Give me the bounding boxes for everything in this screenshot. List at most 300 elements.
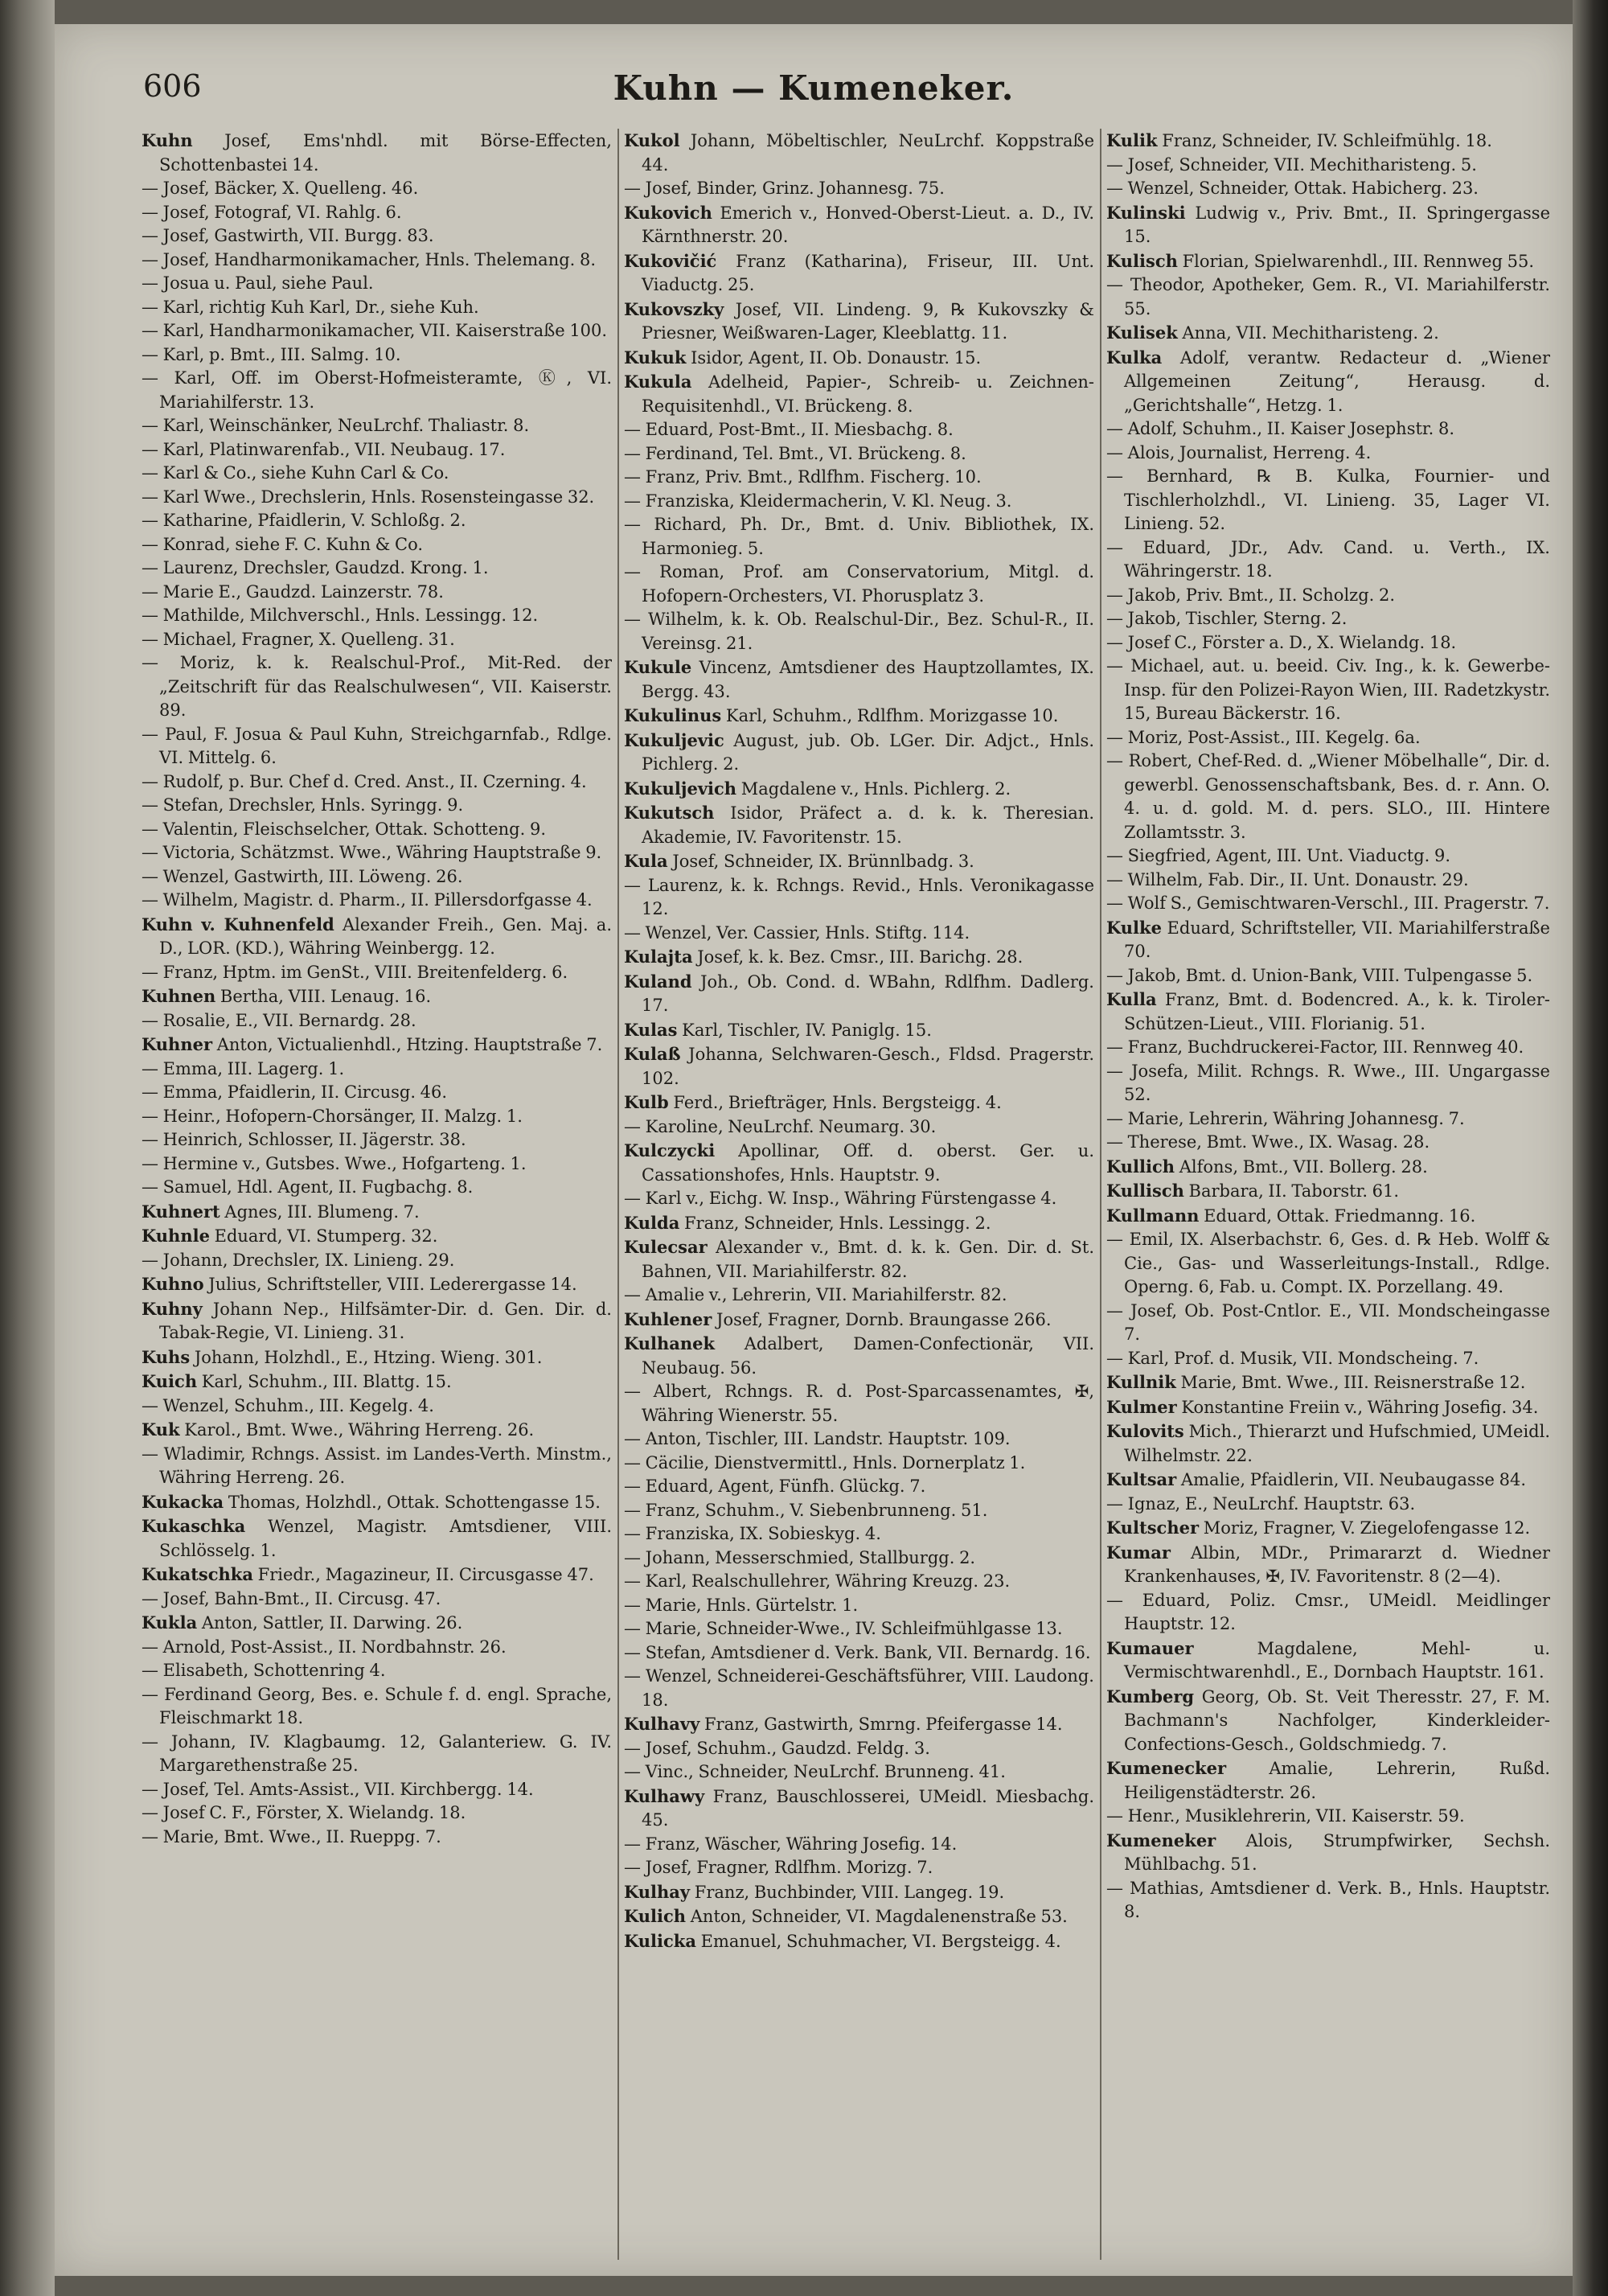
directory-entry: [624, 1042, 1094, 1090]
entry-text: Joh., Ob. Cond. d. WBahn, Rdlfhm. Dadlerg. 17.: [642, 971, 1094, 1015]
entry-text: — Michael, aut. u. beeid. Civ. Ing., k. k. Gewerbe-Insp. für den Polizei-Rayon Wien, III. Radetzkystr. 15, Bureau Bäckerstr. 16.: [1106, 656, 1550, 723]
directory-entry: [624, 1018, 1094, 1043]
directory-entry: [142, 1009, 612, 1033]
entry-text: Magdalene, Mehl- u. Vermischtwarenhdl., E., Dornbach Hauptstr. 161.: [1124, 1638, 1550, 1682]
directory-entry: [624, 1737, 1094, 1761]
directory-entry: [624, 777, 1094, 802]
directory-entry: [1106, 1155, 1550, 1180]
entry-surname: Kulhay: [624, 1881, 691, 1902]
directory-entry: [142, 1345, 612, 1370]
directory-entry: [142, 1128, 612, 1152]
directory-entry: [624, 1475, 1094, 1499]
entry-surname: Kukol: [624, 130, 680, 150]
entry-text: — Karl & Co., siehe Kuhn Carl & Co.: [142, 463, 449, 483]
entry-text: Isidor, Präfect a. d. k. k. Theresian. Akademie, IV. Favoritenstr. 15.: [642, 803, 1094, 847]
directory-entry: [624, 177, 1094, 201]
directory-entry: [1106, 1756, 1550, 1805]
entry-text: — Josef, Handharmonikamacher, Hnls. Thelemang. 8.: [142, 249, 597, 269]
entry-text: Alfons, Bmt., VII. Bollerg. 28.: [1175, 1156, 1428, 1177]
directory-entry: [624, 1308, 1094, 1333]
entry-surname: Kuhn: [142, 130, 193, 150]
directory-entry: [142, 201, 612, 225]
entry-text: — Johann, Messerschmied, Stallburgg. 2.: [624, 1547, 976, 1567]
directory-entry: [142, 367, 612, 414]
directory-entry: [1106, 273, 1550, 321]
directory-entry: [142, 1563, 612, 1587]
entry-text: — Karl, Off. im Oberst-Hofmeisteramte, Ⓚ, VI. Mariahilferstr. 13.: [142, 368, 612, 412]
entry-text: — Franz, Buchdruckerei-Factor, III. Rennweg 40.: [1106, 1037, 1524, 1057]
entry-text: — Franz, Priv. Bmt., Rdlfhm. Fischerg. 10.: [624, 467, 982, 487]
entry-surname: Kulinski: [1106, 202, 1186, 223]
entry-surname: Kukaschka: [142, 1516, 246, 1536]
directory-entry: [142, 1058, 612, 1082]
directory-entry: [1106, 1877, 1550, 1924]
entry-text: — Stefan, Drechsler, Hnls. Syringg. 9.: [142, 795, 464, 815]
entry-text: — Karl Wwe., Drechslerin, Hnls. Rosensteingasse 32.: [142, 487, 595, 507]
directory-entry: [142, 343, 612, 368]
entry-surname: Kuland: [624, 971, 692, 992]
entry-surname: Kulik: [1106, 130, 1158, 150]
directory-entry: [142, 1587, 612, 1612]
directory-entry: [142, 1611, 612, 1636]
entry-text: — Siegfried, Agent, III. Unt. Viaductg. 9.: [1106, 846, 1451, 865]
entry-text: Bertha, VIII. Lenaug. 16.: [215, 987, 432, 1006]
entry-surname: Kumberg: [1106, 1686, 1195, 1707]
entry-text: Emanuel, Schuhmacher, VI. Bergsteigg. 4.: [695, 1931, 1061, 1951]
entry-text: Florian, Spielwarenhdl., III. Rennweg 55.: [1177, 251, 1534, 271]
directory-entry: [624, 1427, 1094, 1452]
directory-entry: [624, 1760, 1094, 1785]
page-header: [55, 68, 1573, 125]
entry-text: — Wilhelm, Fab. Dir., II. Unt. Donaustr. 29.: [1106, 869, 1469, 889]
entry-surname: Kukulinus: [624, 705, 722, 725]
entry-surname: Kukuk: [624, 347, 687, 368]
directory-entry: [624, 1380, 1094, 1427]
directory-entry: [1106, 1300, 1550, 1347]
entry-text: — Mathias, Amtsdiener d. Verk. B., Hnls. Hauptstr. 8.: [1106, 1878, 1550, 1921]
directory-entry: [624, 370, 1094, 418]
directory-entry: [1106, 750, 1550, 844]
directory-entry: [142, 462, 612, 486]
directory-entry: [1106, 1347, 1550, 1371]
directory-entry: [624, 1594, 1094, 1618]
entry-text: — Emil, IX. Alserbachstr. 6, Ges. d. ℞ Heb. Wolff & Cie., Gas- und Wasserleitungs-Install., Rdlge. Operng. 6, Fab. u. Compt. IX. Porzellang. 49.: [1106, 1230, 1550, 1296]
directory-entry: [624, 704, 1094, 729]
entry-text: — Marie, Schneider-Wwe., IV. Schleifmühlgasse 13.: [624, 1619, 1063, 1638]
entry-text: — Wenzel, Gastwirth, III. Löweng. 26.: [142, 866, 463, 886]
entry-surname: Kulczycki: [624, 1140, 716, 1160]
directory-entry: [624, 466, 1094, 490]
entry-text: — Heinr., Hofopern-Chorsänger, II. Malzg. 1.: [142, 1106, 523, 1126]
entry-text: — Heinrich, Schlosser, II. Jägerstr. 38.: [142, 1130, 466, 1149]
entry-surname: Kuhlener: [624, 1308, 712, 1329]
directory-entry: [624, 129, 1094, 177]
directory-entry: [142, 1249, 612, 1273]
entry-text: — Marie E., Gaudzd. Lainzerstr. 78.: [142, 581, 444, 602]
directory-entry: [1106, 631, 1550, 655]
directory-entry: [624, 608, 1094, 655]
directory-entry: [624, 1833, 1094, 1857]
entry-text: Agnes, III. Blumeng. 7.: [219, 1201, 420, 1222]
entry-text: Johann, Möbeltischler, NeuLrchf. Koppstraße 44.: [642, 131, 1094, 175]
directory-entry: [142, 723, 612, 770]
entry-text: — Karl, Platinwarenfab., VII. Neubaug. 17.: [142, 439, 506, 459]
directory-entry: [624, 201, 1094, 249]
directory-entry: [624, 1641, 1094, 1666]
entry-text: — Franz, Schuhm., V. Siebenbrunneng. 51.: [624, 1500, 988, 1520]
directory-entry: [624, 490, 1094, 514]
directory-entry: [142, 889, 612, 913]
directory-entry: [142, 865, 612, 889]
entry-text: — Franziska, IX. Sobieskyg. 4.: [624, 1524, 881, 1543]
entry-surname: Kuhnert: [142, 1201, 220, 1222]
directory-entry: [142, 486, 612, 510]
entry-surname: Kullmann: [1106, 1205, 1200, 1226]
directory-entry: [1106, 154, 1550, 178]
entry-text: Georg, Ob. St. Veit Theresstr. 27, F. M. Bachmann's Nachfolger, Kinderkleider-Confections-Gesch., Goldschmiedg. 7.: [1124, 1686, 1550, 1754]
entry-text: Josef, Schneider, IX. Brünnlbadg. 3.: [667, 852, 974, 871]
directory-entry: [1106, 1805, 1550, 1829]
directory-entry: [1106, 1829, 1550, 1877]
entry-text: Karl, Schuhm., Rdlfhm. Morizgasse 10.: [721, 706, 1059, 725]
directory-entry: [624, 513, 1094, 561]
entry-text: — Therese, Bmt. Wwe., IX. Wasag. 28.: [1106, 1132, 1430, 1152]
entry-text: — Wilhelm, k. k. Ob. Realschul-Dir., Bez. Schul-R., II. Vereinsg. 21.: [624, 610, 1094, 653]
entry-text: — Eduard, Poliz. Cmsr., UMeidl. Meidlinger Hauptstr. 12.: [1106, 1590, 1550, 1633]
entry-text: — Richard, Ph. Dr., Bmt. d. Univ. Bibliothek, IX. Harmonieg. 5.: [624, 515, 1094, 558]
directory-entry: [1106, 916, 1550, 964]
directory-entry: [1106, 1637, 1550, 1685]
entry-text: — Jakob, Bmt. d. Union-Bank, VIII. Tulpengasse 5.: [1106, 965, 1533, 985]
directory-entry: [1106, 1395, 1550, 1420]
directory-entry: [142, 1394, 612, 1419]
entry-surname: Kukatschka: [142, 1564, 253, 1584]
directory-entry: [624, 1522, 1094, 1546]
entry-text: Vincenz, Amtsdiener des Hauptzollamtes, IX. Bergg. 43.: [642, 658, 1094, 701]
entry-text: — Karl, p. Bmt., III. Salmg. 10.: [142, 344, 401, 364]
entry-text: Alexander Freih., Gen. Maj. a. D., LOR. (KD.), Währing Weinbergg. 12.: [159, 914, 612, 958]
directory-entry: [142, 272, 612, 296]
directory-entry: [1106, 249, 1550, 274]
entry-surname: Kukutsch: [624, 803, 715, 823]
entry-text: — Laurenz, Drechsler, Gaudzd. Krong. 1.: [142, 558, 489, 577]
directory-entry: [142, 319, 612, 343]
entry-text: — Wenzel, Schuhm., III. Kegelg. 4.: [142, 1395, 434, 1415]
directory-entry: [624, 1617, 1094, 1641]
directory-entry: [142, 841, 612, 865]
entry-surname: Kuk: [142, 1419, 180, 1440]
directory-entry: [142, 1272, 612, 1297]
column-divider: [617, 129, 619, 2260]
directory-entry: [142, 1297, 612, 1345]
directory-entry: [1106, 1541, 1550, 1589]
entry-text: — Marie, Lehrerin, Währing Johannesg. 7.: [1106, 1108, 1465, 1128]
directory-entry: [1106, 844, 1550, 869]
entry-text: Amalie, Lehrerin, Rußd. Heiligenstädterstr. 26.: [1124, 1759, 1550, 1802]
entry-text: — Samuel, Hdl. Agent, II. Fugbachg. 8.: [142, 1177, 474, 1197]
directory-entry: [624, 249, 1094, 298]
entry-text: Adolf, verantw. Redacteur d. „Wiener Allgemeinen Zeitung“, Herausg. d. „Gerichtshalle“, Hetzg. 1.: [1124, 347, 1550, 415]
entry-text: — Moriz, Post-Assist., III. Kegelg. 6a.: [1106, 727, 1421, 747]
directory-entry: [624, 874, 1094, 922]
entry-text: — Cäcilie, Dienstvermittl., Hnls. Dornerplatz 1.: [624, 1452, 1026, 1472]
directory-entry: [142, 248, 612, 273]
directory-entry: [142, 1659, 612, 1683]
directory-entry: [624, 1929, 1094, 1954]
entry-text: Konstantine Freiin v., Währing Josefig. 34.: [1176, 1397, 1539, 1417]
directory-entry: [624, 442, 1094, 466]
entry-text: — Franz, Wäscher, Währing Josefig. 14.: [624, 1834, 958, 1854]
directory-entry: [624, 655, 1094, 704]
column-2: [624, 129, 1094, 2260]
entry-text: Moriz, Fragner, V. Ziegelofengasse 12.: [1199, 1518, 1531, 1538]
directory-entry: [142, 984, 612, 1009]
directory-entry: [142, 533, 612, 557]
directory-entry: [1106, 655, 1550, 726]
entry-text: — Eduard, Post-Bmt., II. Miesbachg. 8.: [624, 420, 954, 439]
entry-text: — Rudolf, p. Bur. Chef d. Cred. Anst., II. Czerning. 4.: [142, 771, 587, 791]
directory-entry: [142, 818, 612, 842]
entry-text: Anton, Schneider, VI. Magdalenenstraße 53.: [686, 1907, 1068, 1926]
entry-text: — Karl v., Eichg. W. Insp., Währing Fürstengasse 4.: [624, 1189, 1057, 1208]
directory-entry: [142, 604, 612, 628]
entry-surname: Kullisch: [1106, 1181, 1184, 1201]
directory-entry: [142, 438, 612, 462]
directory-entry: [142, 1514, 612, 1563]
directory-entry: [1106, 726, 1550, 750]
entry-text: — Robert, Chef-Red. d. „Wiener Möbelhalle“, Dir. d. gewerbl. Genossenschaftsbank, Bes. d. r. Ann. O. 4. u. d. gold. M. d. pers. SLO., III. Hintere Zollamtsstr. 3.: [1106, 751, 1550, 842]
column-3: [1106, 129, 1550, 2260]
entry-surname: Kumar: [1106, 1542, 1171, 1563]
directory-entry: [142, 1176, 612, 1200]
entry-surname: Kulmer: [1106, 1396, 1177, 1417]
entry-text: — Arnold, Post-Assist., II. Nordbahnstr. 26.: [142, 1637, 507, 1657]
directory-entry: [624, 1090, 1094, 1115]
entry-text: — Ferdinand, Tel. Bmt., VI. Brückeng. 8.: [624, 443, 966, 463]
entry-text: — Josef, Schuhm., Gaudzd. Feldg. 3.: [624, 1738, 930, 1758]
entry-text: Isidor, Agent, II. Ob. Donaustr. 15.: [686, 347, 982, 368]
entry-text: — Vinc., Schneider, NeuLrchf. Brunneng. 41.: [624, 1762, 1006, 1781]
column-divider: [1100, 129, 1101, 2260]
directory-page: [55, 24, 1573, 2276]
entry-text: — Moriz, k. k. Realschul-Prof., Mit-Red. der „Zeitschrift für das Realschulwesen“, VII. Kaiserstr. 89.: [142, 653, 612, 720]
entry-text: — Josua u. Paul, siehe Paul.: [142, 273, 374, 293]
directory-entry: [624, 1856, 1094, 1880]
entry-surname: Kuhny: [142, 1298, 203, 1319]
directory-entry: [624, 1904, 1094, 1929]
book-gutter: [1573, 0, 1608, 2296]
directory-entry: [142, 1370, 612, 1394]
entry-text: — Josef, Binder, Grinz. Johannesg. 75.: [624, 179, 945, 198]
entry-surname: Kulke: [1106, 917, 1162, 938]
entry-text: Barbara, II. Taborstr. 61.: [1183, 1181, 1400, 1201]
entry-text: — Ferdinand Georg, Bes. e. Schule f. d. engl. Sprache, Fleischmarkt 18.: [142, 1684, 612, 1727]
directory-entry: [1106, 177, 1550, 201]
directory-entry: [624, 1332, 1094, 1380]
directory-entry: [624, 1284, 1094, 1308]
entry-text: Johann, Holzhdl., E., Htzing. Wieng. 301.: [190, 1347, 543, 1367]
directory-entry: [624, 801, 1094, 849]
directory-entry: [1106, 465, 1550, 536]
entry-text: — Marie, Bmt. Wwe., II. Rueppg. 7.: [142, 1826, 441, 1846]
directory-entry: [624, 1785, 1094, 1833]
directory-entry: [1106, 964, 1550, 988]
entry-text: — Wenzel, Schneider, Ottak. Habicherg. 23.: [1106, 179, 1479, 198]
directory-entry: [1106, 1493, 1550, 1517]
entry-text: — Johann, Drechsler, IX. Linieng. 29.: [142, 1250, 455, 1270]
entry-text: Ludwig v., Priv. Bmt., II. Springergasse 15.: [1124, 203, 1550, 246]
entry-text: — Karoline, NeuLrchf. Neumarg. 30.: [624, 1116, 937, 1136]
directory-entry: [1106, 1228, 1550, 1300]
directory-entry: [1106, 1685, 1550, 1757]
directory-entry: [1106, 607, 1550, 631]
entry-text: Alexander v., Bmt. d. k. k. Gen. Dir. d. St. Bahnen, VII. Mariahilferstr. 82.: [642, 1238, 1094, 1281]
entry-surname: Kukuljevich: [624, 778, 737, 799]
entry-surname: Kula: [624, 851, 668, 871]
directory-entry: [1106, 321, 1550, 346]
entry-text: Franz, Buchbinder, VIII. Langeg. 19.: [690, 1882, 1005, 1902]
directory-entry: [624, 1452, 1094, 1476]
entry-text: Amalie, Pfaidlerin, VII. Neubaugasse 84.: [1176, 1470, 1527, 1489]
directory-entry: [1106, 1419, 1550, 1468]
entry-text: — Hermine v., Gutsbes. Wwe., Hofgarteng. 1.: [142, 1153, 527, 1173]
entry-surname: Kukula: [624, 372, 692, 392]
entry-text: — Eduard, Agent, Fünfh. Glückg. 7.: [624, 1477, 926, 1496]
entry-text: — Laurenz, k. k. Rchngs. Revid., Hnls. Veronikagasse 12.: [624, 875, 1094, 918]
entry-text: — Wenzel, Ver. Cassier, Hnls. Stiftg. 114.: [624, 922, 970, 943]
directory-entry: [624, 298, 1094, 346]
entry-text: Franz, Schneider, IV. Schleifmühlg. 18.: [1157, 131, 1492, 150]
entry-text: — Stefan, Amtsdiener d. Verk. Bank, VII. Bernardg. 16.: [624, 1642, 1091, 1662]
directory-entry: [1106, 869, 1550, 893]
entry-text: Johann Nep., Hilfsämter-Dir. d. Gen. Dir. d. Tabak-Regie, VI. Linieng. 31.: [159, 1299, 612, 1342]
directory-entry: [142, 1801, 612, 1826]
entry-text: Franz, Bauschlosserei, UMeidl. Miesbachg. 45.: [642, 1786, 1094, 1830]
entry-text: — Victoria, Schätzmst. Wwe., Währing Hauptstraße 9.: [142, 843, 602, 862]
entry-surname: Kuhnen: [142, 986, 216, 1006]
entry-text: — Konrad, siehe F. C. Kuhn & Co.: [142, 534, 424, 554]
page-stack-edge: [0, 0, 55, 2296]
directory-entry: [624, 1712, 1094, 1737]
directory-entry: [624, 1115, 1094, 1140]
entry-text: Magdalene v., Hnls. Pichlerg. 2.: [736, 778, 1011, 799]
entry-text: — Josef, Fragner, Rdlfhm. Morizg. 7.: [624, 1858, 933, 1877]
entry-text: Alois, Strumpfwirker, Sechsh. Mühlbachg. 51.: [1124, 1830, 1550, 1874]
entry-text: — Rosalie, E., VII. Bernardg. 28.: [142, 1010, 416, 1030]
entry-text: — Amalie v., Lehrerin, VII. Mariahilferstr. 82.: [624, 1285, 1007, 1304]
entry-surname: Kulich: [624, 1906, 687, 1926]
directory-entry: [624, 922, 1094, 946]
entry-text: — Elisabeth, Schottenring 4.: [142, 1661, 386, 1680]
entry-text: Thomas, Holzhdl., Ottak. Schottengasse 15.: [224, 1492, 601, 1512]
directory-entry: [142, 1443, 612, 1490]
running-head: Kuhn — Kumeneker.: [613, 68, 1015, 108]
entry-surname: Kukuljevic: [624, 729, 724, 750]
directory-entry: [1106, 1589, 1550, 1637]
entry-text: Julius, Schriftsteller, VIII. Lederergasse 14.: [203, 1275, 577, 1294]
directory-entry: [1106, 417, 1550, 442]
entry-text: Ferd., Briefträger, Hnls. Bergsteigg. 4.: [668, 1093, 1002, 1112]
directory-entry: [142, 1826, 612, 1850]
column-1: [142, 129, 612, 2260]
entry-text: Karl, Schuhm., III. Blattg. 15.: [197, 1372, 452, 1391]
entry-surname: Kuhno: [142, 1274, 204, 1294]
entry-text: — Roman, Prof. am Conservatorium, Mitgl. d. Hofopern-Orchesters, VI. Phorusplatz 3.: [624, 562, 1094, 606]
entry-text: — Wolf S., Gemischtwaren-Verschl., III. Pragerstr. 7.: [1106, 893, 1550, 913]
entry-text: Apollinar, Off. d. oberst. Ger. u. Cassationshofes, Hnls. Hauptstr. 9.: [642, 1141, 1094, 1185]
entry-surname: Kulla: [1106, 989, 1157, 1009]
entry-text: — Eduard, JDr., Adv. Cand. u. Verth., IX. Währingerstr. 18.: [1106, 537, 1550, 581]
directory-entry: [1106, 1131, 1550, 1155]
entry-text: — Wladimir, Rchngs. Assist. im Landes-Verth. Minstm., Währing Herreng. 26.: [142, 1444, 612, 1487]
entry-text: — Jakob, Tischler, Sterng. 2.: [1106, 609, 1348, 628]
directory-entry: [142, 557, 612, 581]
directory-entry: [142, 296, 612, 320]
entry-text: Karol., Bmt. Wwe., Währing Herreng. 26.: [179, 1420, 535, 1440]
entry-text: Eduard, Schriftsteller, VII. Mariahilferstraße 70.: [1124, 918, 1550, 961]
entry-text: — Karl, Prof. d. Musik, VII. Mondscheing. 7.: [1106, 1348, 1479, 1368]
entry-surname: Kulisch: [1106, 250, 1178, 271]
entry-text: — Josef C., Förster a. D., X. Wielandg. 18.: [1106, 632, 1457, 652]
directory-entry: [1106, 988, 1550, 1036]
directory-entry: [624, 729, 1094, 777]
entry-surname: Kulhanek: [624, 1333, 716, 1353]
directory-entry: [624, 970, 1094, 1018]
entry-text: Franz (Katharina), Friseur, III. Unt. Viaductg. 25.: [642, 251, 1094, 294]
directory-entry: [624, 1570, 1094, 1594]
directory-entry: [142, 129, 612, 177]
entry-text: — Josef, Bahn-Bmt., II. Circusg. 47.: [142, 1588, 441, 1608]
entry-text: Franz, Schneider, Hnls. Lessingg. 2.: [679, 1213, 991, 1233]
entry-text: — Wenzel, Schneiderei-Geschäftsführer, VIII. Laudong. 18.: [624, 1666, 1094, 1710]
entry-text: Eduard, VI. Stumperg. 32.: [209, 1226, 438, 1246]
entry-text: Franz, Bmt. d. Bodencred. A., k. k. Tiroler-Schützen-Lieut., VIII. Florianig. 51.: [1124, 990, 1550, 1033]
entry-text: Friedr., Magazineur, II. Circusgasse 47.: [252, 1565, 594, 1584]
entry-text: Anna, VII. Mechitharisteng. 2.: [1177, 323, 1439, 343]
entry-surname: Kulhavy: [624, 1714, 700, 1734]
entry-text: — Josefa, Milit. Rchngs. R. Wwe., III. Ungargasse 52.: [1106, 1061, 1550, 1104]
directory-entry: [142, 177, 612, 201]
entry-text: — Josef, Ob. Post-Cntlor. E., VII. Mondscheingasse 7.: [1106, 1300, 1550, 1344]
entry-surname: Kultscher: [1106, 1518, 1200, 1538]
directory-entry: [624, 1499, 1094, 1523]
directory-entry: [1106, 346, 1550, 418]
entry-surname: Kulecsar: [624, 1237, 708, 1257]
entry-text: Josef, Fragner, Dornb. Braungasse 266.: [712, 1309, 1052, 1329]
entry-text: — Bernhard, ℞ B. Kulka, Fournier- und Tischlerholzhdl., VI. Linieng. 35, Lager VI. Linieng. 52.: [1106, 466, 1550, 533]
entry-surname: Kukla: [142, 1612, 198, 1633]
directory-entry: [1106, 584, 1550, 608]
entry-text: Adalbert, Damen-Confectionär, VII. Neubaug. 56.: [642, 1334, 1094, 1378]
entry-surname: Kukovszky: [624, 298, 724, 319]
directory-entry: [142, 913, 612, 961]
entry-text: Adelheid, Papier-, Schreib- u. Zeichnen-Requisitenhdl., VI. Brückeng. 8.: [642, 372, 1094, 416]
directory-entry: [1106, 892, 1550, 916]
entry-surname: Kulka: [1106, 347, 1163, 368]
entry-text: Mich., Thierarzt und Hufschmied, UMeidl. Wilhelmstr. 22.: [1124, 1422, 1550, 1465]
entry-text: — Karl, Handharmonikamacher, VII. Kaiserstraße 100.: [142, 321, 608, 340]
directory-entry: [142, 1490, 612, 1515]
directory-entry: [142, 651, 612, 723]
entry-surname: Kuich: [142, 1371, 198, 1391]
entry-text: Anton, Sattler, II. Darwing. 26.: [197, 1613, 463, 1633]
entry-surname: Kuhn v. Kuhnenfeld: [142, 914, 334, 934]
entry-text: Josef, Ems'nhdl. mit Börse-Effecten, Schottenbastei 14.: [159, 131, 612, 175]
directory-entry: [624, 945, 1094, 970]
entry-text: — Josef, Schneider, VII. Mechitharisteng. 5.: [1106, 154, 1477, 175]
directory-entry: [142, 1200, 612, 1225]
entry-text: — Franz, Hptm. im GenSt., VIII. Breitenfelderg. 6.: [142, 962, 568, 982]
